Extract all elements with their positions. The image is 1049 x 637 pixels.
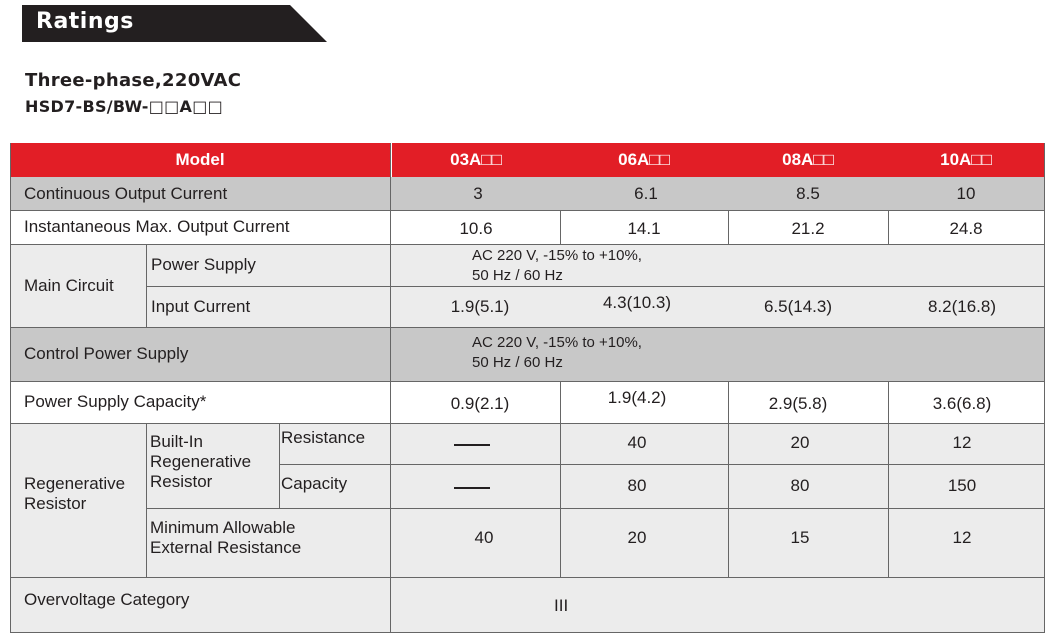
value-cell: 1.9(5.1) — [450, 297, 510, 316]
value-cell: 1.9(4.2) — [607, 388, 667, 407]
subtitle-voltage: Three-phase,220VAC — [25, 70, 242, 91]
row-label-power-supply: Power Supply — [146, 244, 390, 286]
value-cell: 150 — [947, 476, 977, 495]
row-label-continuous-output-current: Continuous Output Current — [10, 177, 390, 210]
value-cell: 12 — [952, 528, 972, 547]
power-supply-value-cell — [390, 244, 1044, 286]
value-cell: 40 — [474, 528, 494, 547]
value-cell: 12 — [952, 433, 972, 452]
builtin-label-line2: Regenerative — [150, 452, 252, 471]
row-label-regenerative-resistor — [24, 474, 125, 514]
header-col-03a: 03A□□ — [392, 143, 560, 177]
row-label-instantaneous-max-output-current: Instantaneous Max. Output Current — [10, 210, 390, 244]
value-cell: 10.6 — [459, 219, 493, 238]
row-label-control-power-supply: Control Power Supply — [10, 327, 390, 381]
value-cell: 0.9(2.1) — [450, 394, 510, 413]
min-ext-label-line2: External Resistance — [150, 538, 302, 557]
value-cell: 20 — [790, 433, 810, 452]
row-label-input-current: Input Current — [146, 286, 390, 327]
header-col-06a: 06A□□ — [560, 143, 728, 177]
value-cell: 21.2 — [791, 219, 825, 238]
overvoltage-value: III — [554, 596, 569, 615]
value-cell: 8.2(16.8) — [927, 297, 997, 316]
value-cell: 24.8 — [949, 219, 983, 238]
row-label-resistance: Resistance — [281, 428, 366, 447]
row-label-power-supply-capacity: Power Supply Capacity* — [10, 381, 390, 423]
section-title: Ratings — [36, 9, 134, 34]
control-power-value-line1: AC 220 V, -15% to +10%, — [472, 334, 642, 351]
value-cell: 14.1 — [627, 219, 661, 238]
row-label-min-external-resistance — [150, 518, 301, 558]
header-col-08a: 08A□□ — [728, 143, 888, 177]
regen-label-line2: Resistor — [24, 494, 87, 513]
row-label-capacity: Capacity — [281, 474, 348, 493]
power-supply-value-line1: AC 220 V, -15% to +10%, — [472, 247, 642, 264]
row-label-main-circuit: Main Circuit — [10, 244, 146, 327]
value-cell: 8.5 — [796, 183, 820, 203]
value-cell: 2.9(5.8) — [768, 394, 828, 413]
section-banner — [22, 5, 327, 42]
row-label-overvoltage-category: Overvoltage Category — [10, 577, 390, 633]
subtitle-model: HSD7-BS/BW-□□A□□ — [25, 97, 224, 116]
value-cell: 80 — [790, 476, 810, 495]
min-ext-label-line1: Minimum Allowable — [150, 518, 296, 537]
row-label-builtin-regenerative-resistor — [150, 432, 251, 492]
value-cell: 3 — [473, 183, 483, 203]
value-cell: 15 — [790, 528, 810, 547]
control-power-supply-value-cell — [390, 327, 1044, 381]
value-cell: 20 — [627, 528, 647, 547]
control-power-value-line2: 50 Hz / 60 Hz — [472, 354, 563, 371]
value-cell: 6.1 — [634, 183, 658, 203]
header-model: Model — [10, 143, 390, 177]
overvoltage-value-cell — [390, 577, 1044, 633]
value-cell: 3.6(6.8) — [932, 394, 992, 413]
header-col-10a: 10A□□ — [888, 143, 1044, 177]
value-cell: 40 — [627, 433, 647, 452]
value-cell: 80 — [627, 476, 647, 495]
not-applicable-dash — [454, 487, 490, 489]
builtin-label-line3: Resistor — [150, 472, 213, 491]
builtin-label-line1: Built-In — [150, 432, 203, 451]
value-cell: 6.5(14.3) — [763, 297, 833, 316]
value-cell: 10 — [956, 183, 976, 203]
power-supply-value-line2: 50 Hz / 60 Hz — [472, 267, 563, 284]
regen-label-line1: Regenerative — [24, 474, 126, 493]
not-applicable-dash — [454, 444, 490, 446]
value-cell: 4.3(10.3) — [602, 293, 672, 312]
